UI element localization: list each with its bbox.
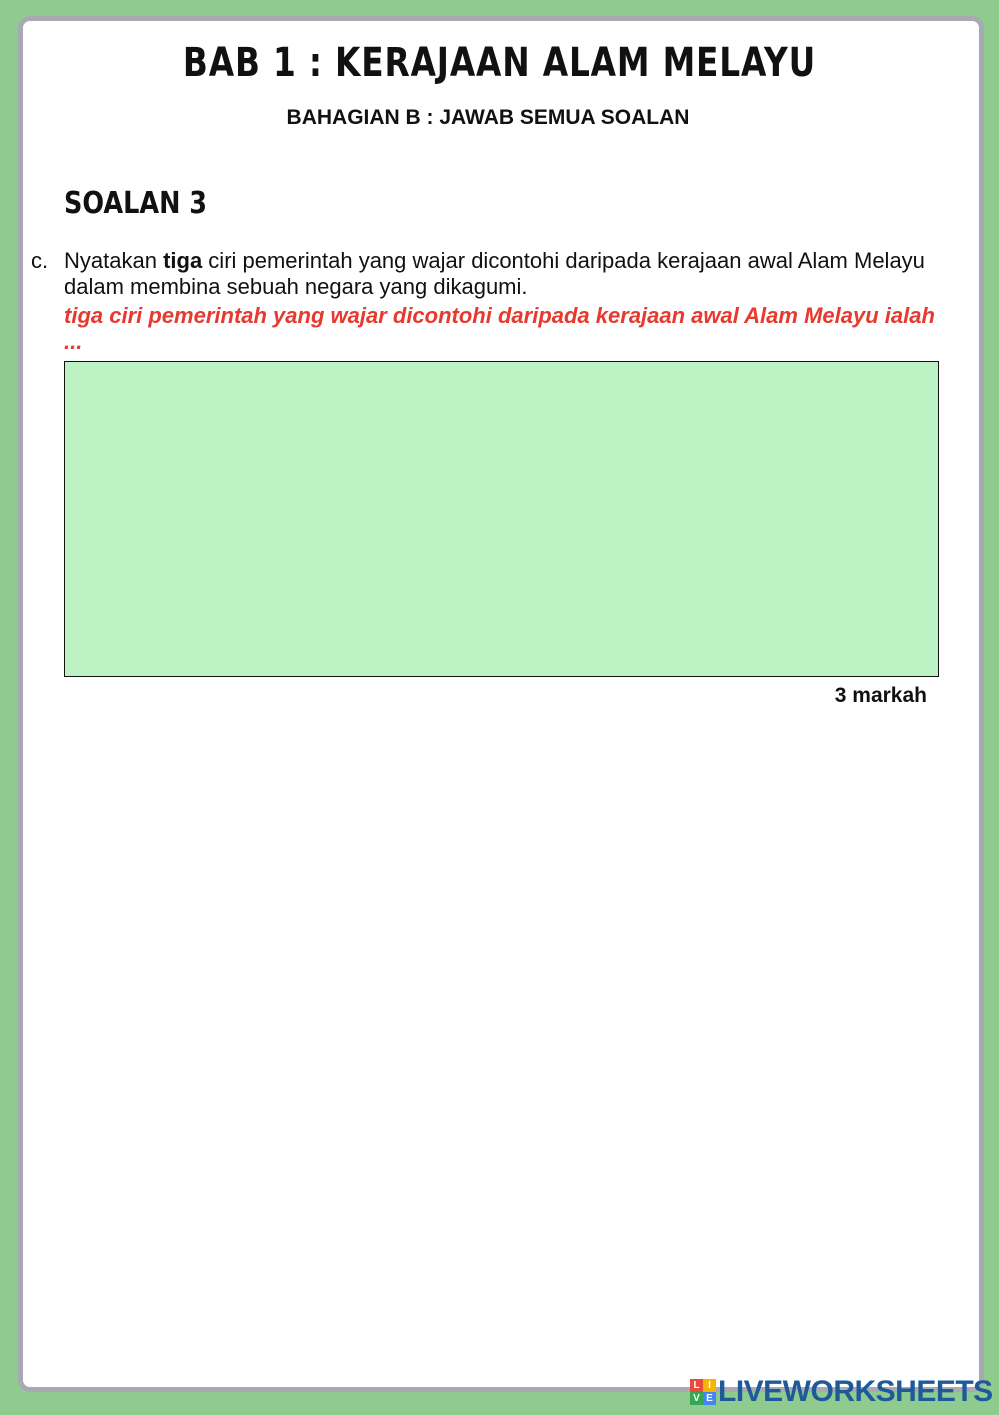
brand-footer[interactable] [690, 1373, 993, 1411]
answer-input[interactable] [64, 361, 939, 677]
section-subtitle: BAHAGIAN B : JAWAB SEMUA SOALAN [286, 106, 690, 129]
logo-letter-l: L [690, 1379, 703, 1392]
logo-letter-e: E [703, 1392, 716, 1405]
logo-letter-i: I [703, 1379, 716, 1392]
question-text-start: Nyatakan [64, 248, 164, 273]
page-title: BAB 1 : KERAJAAN ALAM MELAYU [182, 40, 817, 86]
answer-hint: tiga ciri pemerintah yang wajar dicontohi daripada kerajaan awal Alam Melayu ialah ... [64, 303, 935, 354]
marks-label: 3 markah [834, 684, 927, 707]
question-letter: c. [31, 248, 49, 273]
question-text-emphasis: tiga [163, 248, 203, 273]
question-text-end: ciri pemerintah yang wajar dicontohi daripada kerajaan awal Alam Melayu dalam membina sebuah negara yang dikagumi. [64, 248, 925, 299]
question-text [64, 248, 974, 300]
logo-letter-v: V [690, 1392, 703, 1405]
liveworksheets-logo-icon [690, 1379, 716, 1405]
question-heading: SOALAN 3 [64, 186, 208, 221]
brand-name: LIVEWORKSHEETS [718, 1375, 993, 1408]
